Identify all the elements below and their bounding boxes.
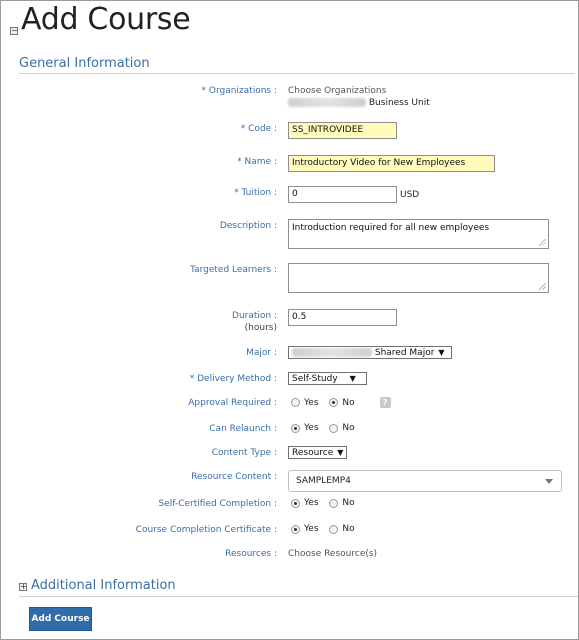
resize-handle-icon[interactable]	[539, 239, 546, 246]
approval-required-no-radio[interactable]	[329, 398, 338, 407]
tuition-unit: USD	[400, 190, 420, 200]
chevron-down-icon: ▼	[349, 374, 356, 383]
description-text: Introduction required for all new employees	[292, 223, 490, 233]
description-label: Description :	[219, 221, 277, 231]
radio-label: No	[342, 524, 355, 534]
major-select[interactable]	[288, 346, 452, 359]
page-title: Add Course	[21, 2, 191, 37]
delivery-method-value: Self-Study	[292, 374, 338, 384]
organizations-label: * Organizations :	[201, 86, 277, 96]
duration-input[interactable]: 0.5	[288, 309, 397, 326]
expand-icon[interactable]: +	[20, 582, 27, 591]
redacted-text	[292, 348, 372, 357]
can-relaunch-no-radio[interactable]	[329, 424, 338, 433]
major-value: Shared Major	[374, 348, 435, 358]
can-relaunch-label: Can Relaunch :	[209, 424, 277, 434]
section-additional-information[interactable]: Additional Information	[31, 578, 176, 593]
organization-suffix: Business Unit	[368, 98, 430, 108]
targeted-learners-textarea[interactable]	[288, 263, 549, 293]
radio-label: Yes	[304, 423, 319, 433]
resource-content-label: Resource Content :	[191, 472, 277, 482]
content-type-select[interactable]	[288, 446, 347, 459]
code-label: * Code :	[240, 124, 277, 134]
self-certified-group	[291, 498, 363, 509]
completion-certificate-group	[291, 524, 363, 535]
completion-certificate-yes-radio[interactable]	[291, 525, 300, 534]
completion-certificate-no-radio[interactable]	[329, 525, 338, 534]
can-relaunch-yes-radio[interactable]	[291, 424, 300, 433]
radio-label: No	[342, 397, 355, 408]
content-type-label: Content Type :	[211, 448, 277, 458]
radio-label: No	[342, 498, 355, 508]
code-input[interactable]: SS_INTROVIDEE	[288, 122, 397, 139]
redacted-text	[288, 98, 366, 107]
self-certified-no-radio[interactable]	[329, 499, 338, 508]
approval-required-label: Approval Required :	[188, 398, 277, 408]
section-divider	[19, 596, 578, 597]
section-divider	[19, 73, 575, 74]
tuition-input[interactable]: 0	[288, 186, 397, 203]
duration-sublabel: (hours)	[244, 323, 277, 333]
description-textarea[interactable]	[288, 219, 549, 249]
content-type-value: Resource	[292, 448, 334, 458]
help-icon[interactable]: ?	[380, 397, 391, 408]
delivery-method-select[interactable]	[288, 372, 367, 385]
self-certified-label: Self-Certified Completion :	[158, 499, 277, 509]
approval-required-group	[291, 397, 391, 408]
collapse-icon[interactable]: −	[11, 26, 18, 35]
name-label: * Name :	[237, 157, 277, 167]
radio-label: Yes	[304, 498, 319, 508]
add-course-button[interactable]: Add Course	[29, 607, 92, 631]
name-input[interactable]: Introductory Video for New Employees	[288, 155, 495, 172]
radio-label: Yes	[304, 524, 319, 534]
targeted-learners-label: Targeted Learners :	[190, 265, 277, 275]
section-general-information: General Information	[19, 56, 150, 71]
radio-label: No	[342, 423, 355, 433]
duration-label: Duration :	[232, 311, 277, 321]
resource-content-value: SAMPLEMP4	[296, 476, 351, 486]
chevron-down-icon: ▼	[438, 348, 445, 357]
resources-label: Resources :	[225, 549, 277, 559]
organization-value	[288, 98, 430, 108]
self-certified-yes-radio[interactable]	[291, 499, 300, 508]
radio-label: Yes	[304, 397, 319, 408]
resize-handle-icon[interactable]	[539, 283, 546, 290]
resource-content-select[interactable]	[288, 470, 562, 492]
tuition-label: * Tuition :	[234, 188, 277, 198]
approval-required-yes-radio[interactable]	[291, 398, 300, 407]
completion-certificate-label: Course Completion Certificate :	[135, 525, 277, 535]
major-label: Major :	[246, 348, 277, 358]
choose-organizations-link[interactable]: Choose Organizations	[288, 86, 387, 96]
chevron-down-icon: ▼	[337, 448, 344, 457]
choose-resources-link[interactable]: Choose Resource(s)	[288, 549, 378, 559]
can-relaunch-group	[291, 423, 363, 434]
chevron-down-icon	[545, 479, 553, 484]
delivery-method-label: * Delivery Method :	[189, 374, 277, 384]
